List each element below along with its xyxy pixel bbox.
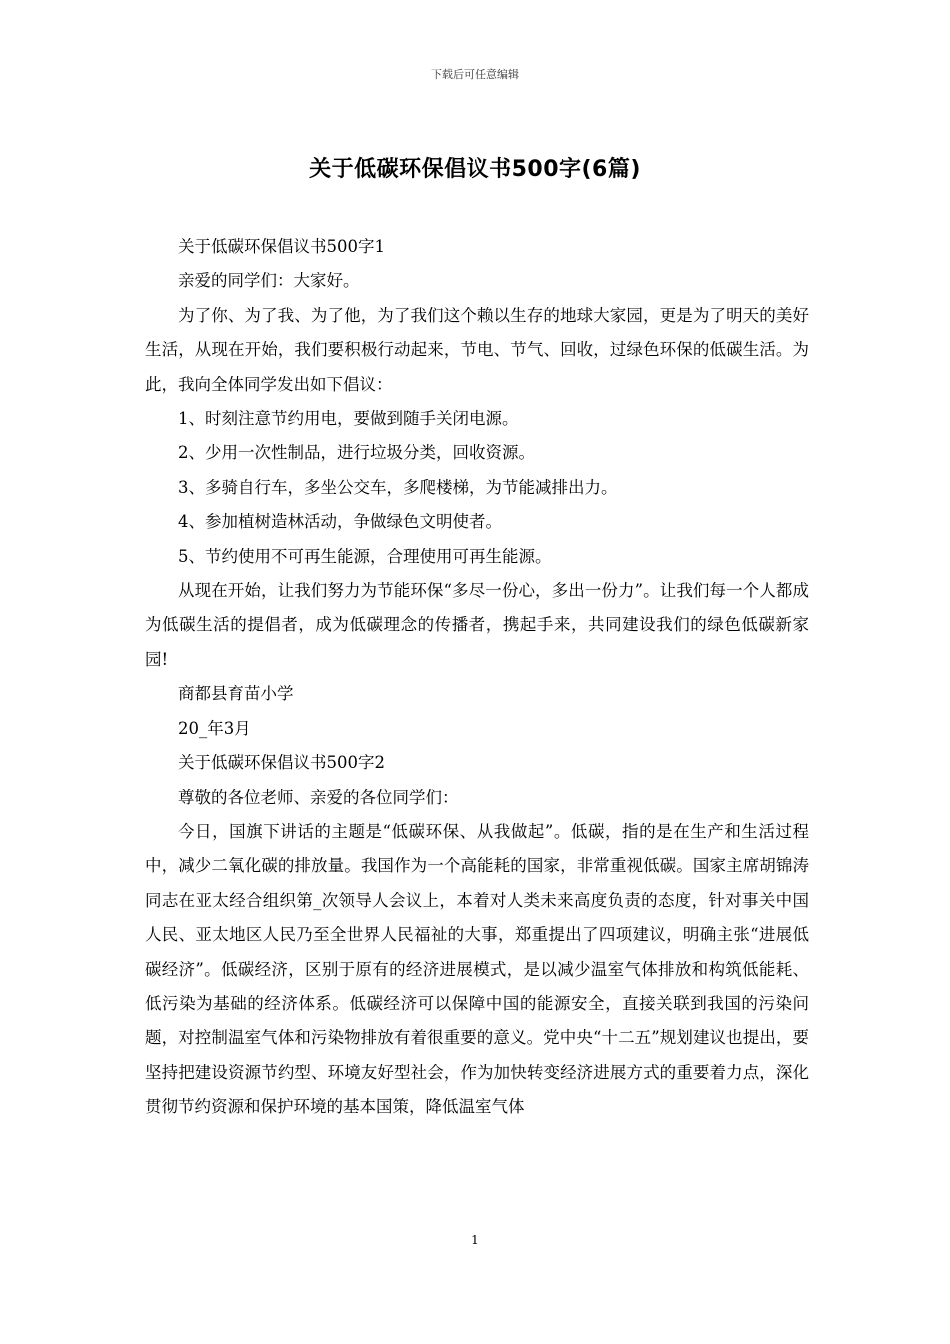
body-paragraph: 关于低碳环保倡议书500字1 (178, 237, 385, 256)
body-paragraph: 4、参加植树造林活动，争做绿色文明使者。 (178, 512, 502, 532)
body-paragraph: 1、时刻注意节约用电，要做到随手关闭电源。 (178, 409, 519, 429)
body-paragraph: 为了你、为了我、为了他，为了我们这个赖以生存的地球大家园，更是为了明天的美好生活，从现在开始，我们要积极行动起来，节电、节气、回收，过绿色环保的低碳生活。为此，我向全体同学发出如下倡议： (145, 305, 809, 394)
document-title: 关于低碳环保倡议书500字(6篇) (309, 157, 641, 182)
body-paragraph: 亲爱的同学们：大家好。 (178, 271, 360, 291)
body-paragraph: 3、多骑自行车，多坐公交车，多爬楼梯，为节能减排出力。 (178, 477, 618, 497)
body-paragraph: 从现在开始，让我们努力为节能环保“多尽一份心，多出一份力”。让我们每一个人都成为低碳生活的提倡者，成为低碳理念的传播者，携起手来，共同建设我们的绿色低碳新家园! (145, 581, 809, 669)
body-paragraph: 5、节约使用不可再生能源，合理使用可再生能源。 (178, 546, 552, 566)
body-paragraph: 今日，国旗下讲话的主题是“低碳环保、从我做起”。低碳，指的是在生产和生活过程中，减少二氧化碳的排放量。我国作为一个高能耗的国家，非常重视低碳。国家主席胡锦涛同志在亚太经合组织第_次领导人会议上，本着对人类未来高度负责的态度，针对事关中国人民、亚太地区人民乃至全世界人民福祉的大事，郑重提出了四项建议，明确主张“进展低碳经济”。低碳经济，区别于原有的经济进展模式，是以减少温室气体排放和构筑低能耗、低污染为基础的经济体系。低碳经济可以保障中国的能源安全，直接关联到我国的污染问题，对控制温室气体和污染物排放有着很重要的意义。党中央“十二五”规划建议也提出，要坚持把建设资源节约型、环境友好型社会，作为加快转变经济进展方式的重要着力点，深化贯彻节约资源和保护环境的基本国策，降低温室气体 (145, 821, 809, 1117)
body-paragraph: 2、少用一次性制品，进行垃圾分类，回收资源。 (178, 443, 535, 463)
document-body (145, 230, 809, 1125)
body-paragraph: 20_年3月 (178, 718, 251, 738)
body-paragraph: 尊敬的各位老师、亲爱的各位同学们： (178, 787, 459, 807)
body-paragraph: 商都县育苗小学 (178, 684, 294, 704)
header-note: 下载后可任意编辑 (431, 68, 519, 81)
body-paragraph: 关于低碳环保倡议书500字2 (178, 753, 385, 773)
page-number: 1 (471, 1233, 479, 1247)
